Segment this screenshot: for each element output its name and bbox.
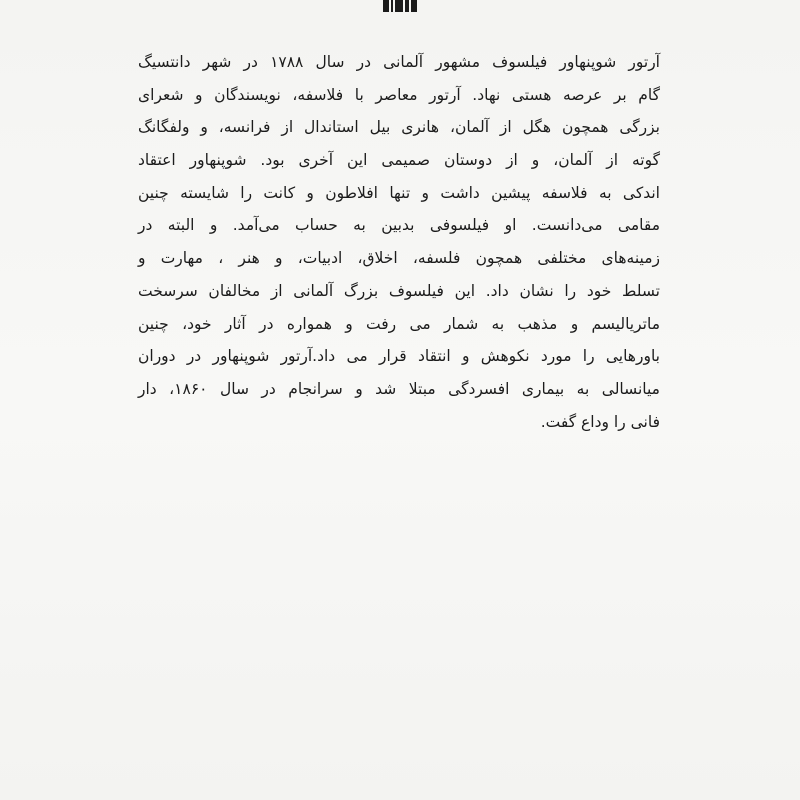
body-text (138, 46, 660, 438)
text-line: میانسالی به بیماری افسردگی مبتلا شد و سرانجام در سال ۱۸۶۰، دار (138, 379, 660, 398)
text-line: تسلط خود را نشان داد. این فیلسوف بزرگ آلمانی از مخالفان سرسخت (138, 281, 660, 300)
text-line: باورهایی را مورد نکوهش و انتقاد قرار می داد.آرتور شوپنهاور در دوران (138, 347, 660, 366)
text-line: ماتریالیسم و مذهب به شمار می رفت و همواره در آثار خود، چنین (138, 314, 660, 333)
text-line: آرتور شوپنهاور فیلسوف مشهور آلمانی در سال ۱۷۸۸ در شهر دانتسیگ (138, 53, 660, 71)
text-line: گوته از آلمان، و از دوستان صمیمی این آخری بود. شوپنهاور اعتقاد (138, 151, 660, 170)
text-line: مقامی می‌دانست. او فیلسوفی بدبین به حساب می‌آمد. و البته در (138, 216, 660, 235)
text-line: گام بر عرصه هستی نهاد. آرتور معاصر با فلاسفه، نویسندگان و شعرای (138, 85, 660, 104)
qr-code-fragment (383, 0, 417, 12)
text-line: زمینه‌های مختلفی همچون فلسفه، اخلاق، ادبیات، و هنر ، مهارت و (138, 249, 660, 268)
text-line: فانی را وداع گفت. (540, 412, 660, 431)
text-line: اندکی به فلاسفه پیشین داشت و تنها افلاطون و کانت را شایسته چنین (138, 183, 660, 202)
text-line: بزرگی همچون هگل از آلمان، هانری بیل استاندال از فرانسه، و ولفگانگ (138, 118, 660, 137)
